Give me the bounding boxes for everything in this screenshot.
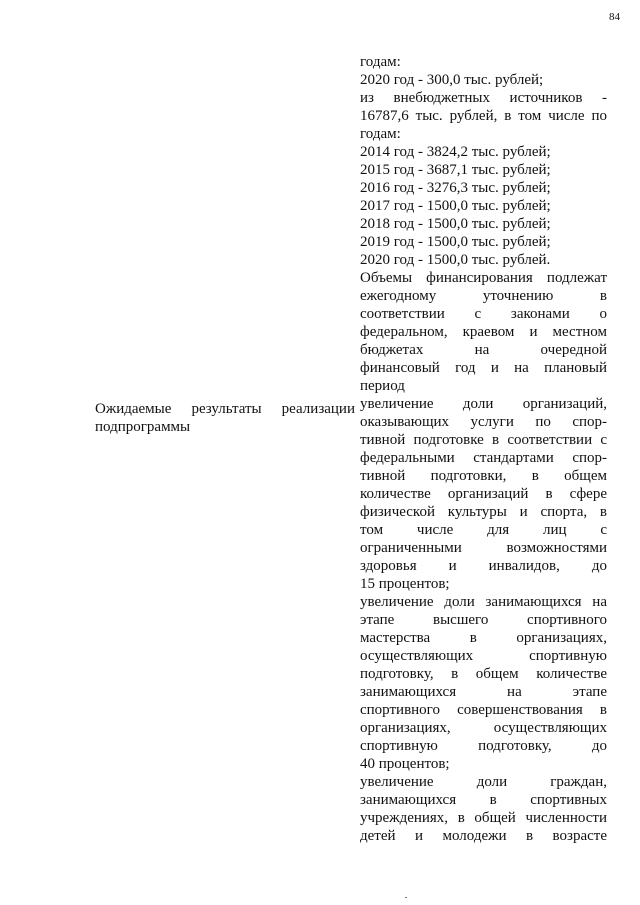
- text-line: занимающихся на этапе: [360, 684, 607, 700]
- text-line: годам:: [360, 54, 401, 70]
- text-line: федеральными стандартами спор-: [360, 450, 607, 466]
- right-column-text: [360, 53, 607, 845]
- text-line: организациях, осуществляющих: [360, 720, 607, 736]
- text-line: осуществляющих спортивную: [360, 648, 607, 664]
- text-line: спортивную подготовку, до: [360, 738, 607, 754]
- text-line: годам:: [360, 126, 401, 142]
- text-line: 2020 год - 300,0 тыс. рублей;: [360, 72, 544, 88]
- text-line: количестве организаций в сфере: [360, 486, 607, 502]
- text-line: 2014 год - 3824,2 тыс. рублей;: [360, 144, 551, 160]
- text-line: этапе высшего спортивного: [360, 612, 607, 628]
- text-line: 2015 год - 3687,1 тыс. рублей;: [360, 162, 551, 178]
- text-line: подготовку, в общем количестве: [360, 666, 607, 682]
- text-line: 2016 год - 3276,3 тыс. рублей;: [360, 180, 551, 196]
- left-cell-line: подпрограммы: [95, 419, 191, 435]
- text-line: период: [360, 378, 405, 394]
- text-line: бюджетах на очередной: [360, 342, 607, 358]
- text-line: 2020 год - 1500,0 тыс. рублей.: [360, 252, 551, 268]
- text-line: 2018 год - 1500,0 тыс. рублей;: [360, 216, 551, 232]
- text-line: увеличение доли занимающихся на: [360, 594, 607, 610]
- text-line: 2017 год - 1500,0 тыс. рублей;: [360, 198, 551, 214]
- text-line: увеличение доли организаций,: [360, 396, 607, 412]
- text-line: тивной подготовке в соответствии с: [360, 432, 607, 448]
- text-line: оказывающих услуги по спор-: [360, 414, 607, 430]
- scan-speck: [405, 897, 407, 898]
- text-line: 15 процентов;: [360, 576, 450, 592]
- left-cell-line: Ожидаемые результаты реализации: [95, 401, 355, 417]
- text-line: физической культуры и спорта, в: [360, 504, 607, 520]
- text-line: детей и молодежи в возрасте: [360, 828, 607, 844]
- text-line: спортивного совершенствования в: [360, 702, 607, 718]
- text-line: из внебюджетных источников -: [360, 90, 607, 106]
- text-line: том числе для лиц с: [360, 522, 607, 538]
- text-line: занимающихся в спортивных: [360, 792, 607, 808]
- text-line: тивной подготовки, в общем: [360, 468, 607, 484]
- text-line: 16787,6 тыс. рублей, в том числе по: [360, 108, 607, 124]
- text-line: учреждениях, в общей численности: [360, 810, 607, 826]
- text-line: федеральном, краевом и местном: [360, 324, 607, 340]
- expected-results-label: [95, 400, 355, 436]
- text-line: увеличение доли граждан,: [360, 774, 607, 790]
- text-line: ограниченными возможностями: [360, 540, 607, 556]
- text-line: мастерства в организациях,: [360, 630, 607, 646]
- page-number: 84: [609, 11, 620, 23]
- text-line: 2019 год - 1500,0 тыс. рублей;: [360, 234, 551, 250]
- text-line: здоровья и инвалидов, до: [360, 558, 607, 574]
- text-line: соответствии с законами о: [360, 306, 607, 322]
- text-line: ежегодному уточнению в: [360, 288, 607, 304]
- text-line: 40 процентов;: [360, 756, 450, 772]
- text-line: Объемы финансирования подлежат: [360, 270, 607, 286]
- text-line: финансовый год и на плановый: [360, 360, 607, 376]
